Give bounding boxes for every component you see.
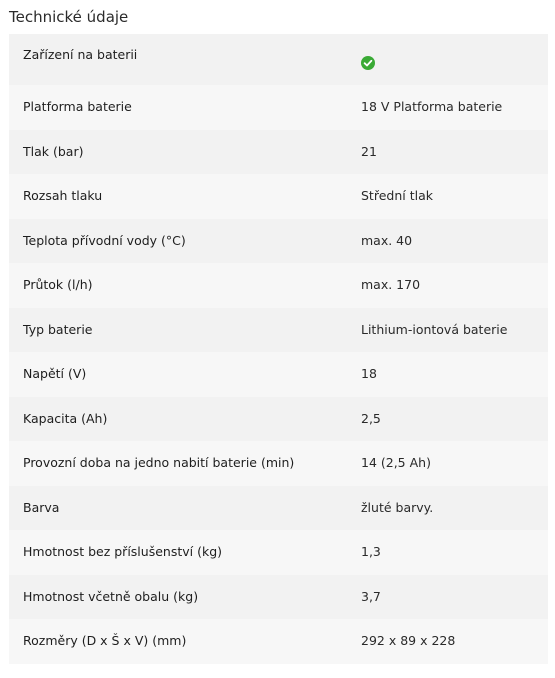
spec-row-voltage bbox=[9, 352, 548, 397]
spec-label: Provozní doba na jedno nabití baterie (min) bbox=[23, 455, 295, 471]
spec-value: 21 bbox=[361, 143, 377, 159]
spec-row-battery-device bbox=[9, 34, 548, 85]
spec-value: 3,7 bbox=[361, 588, 381, 604]
spec-value: Lithium-iontová baterie bbox=[361, 321, 508, 337]
spec-label: Zařízení na baterii bbox=[23, 47, 138, 62]
section-title: Technické údaje bbox=[9, 8, 129, 26]
spec-row-flow-rate bbox=[9, 263, 548, 308]
spec-label: Platforma baterie bbox=[23, 99, 132, 115]
spec-label: Rozměry (D x Š x V) (mm) bbox=[23, 633, 187, 649]
spec-row-pressure-range bbox=[9, 174, 548, 219]
spec-label: Kapacita (Ah) bbox=[23, 410, 108, 426]
spec-row-run-time bbox=[9, 441, 548, 486]
spec-row-weight-with-packaging bbox=[9, 575, 548, 620]
spec-value: 292 x 89 x 228 bbox=[361, 633, 456, 649]
spec-row-battery-type bbox=[9, 308, 548, 353]
spec-label: Rozsah tlaku bbox=[23, 188, 103, 204]
spec-value: 2,5 bbox=[361, 410, 381, 426]
spec-label: Průtok (l/h) bbox=[23, 277, 93, 293]
spec-row-dimensions bbox=[9, 619, 548, 664]
spec-row-color bbox=[9, 486, 548, 531]
spec-value: Střední tlak bbox=[361, 188, 433, 204]
spec-label: Teplota přívodní vody (°C) bbox=[23, 232, 186, 248]
spec-row-battery-platform bbox=[9, 85, 548, 130]
spec-value: 18 V Platforma baterie bbox=[361, 99, 503, 115]
spec-row-weight-without-accessories bbox=[9, 530, 548, 575]
spec-label: Barva bbox=[23, 499, 60, 515]
spec-label: Hmotnost včetně obalu (kg) bbox=[23, 588, 199, 604]
spec-label: Tlak (bar) bbox=[23, 143, 84, 159]
spec-value: 14 (2,5 Ah) bbox=[361, 455, 431, 471]
spec-value: max. 170 bbox=[361, 277, 421, 293]
spec-row-inlet-temperature bbox=[9, 219, 548, 264]
check-circle-icon bbox=[361, 56, 375, 70]
spec-label: Napětí (V) bbox=[23, 366, 87, 382]
spec-value: 1,3 bbox=[361, 544, 381, 560]
spec-label: Typ baterie bbox=[23, 321, 93, 337]
spec-row-capacity bbox=[9, 397, 548, 442]
spec-label: Hmotnost bez příslušenství (kg) bbox=[23, 544, 223, 560]
spec-table bbox=[9, 34, 548, 664]
spec-value: max. 40 bbox=[361, 232, 413, 248]
spec-row-pressure bbox=[9, 130, 548, 175]
spec-value: žluté barvy. bbox=[361, 499, 434, 515]
spec-value: 18 bbox=[361, 366, 377, 382]
spec-value bbox=[361, 34, 548, 85]
